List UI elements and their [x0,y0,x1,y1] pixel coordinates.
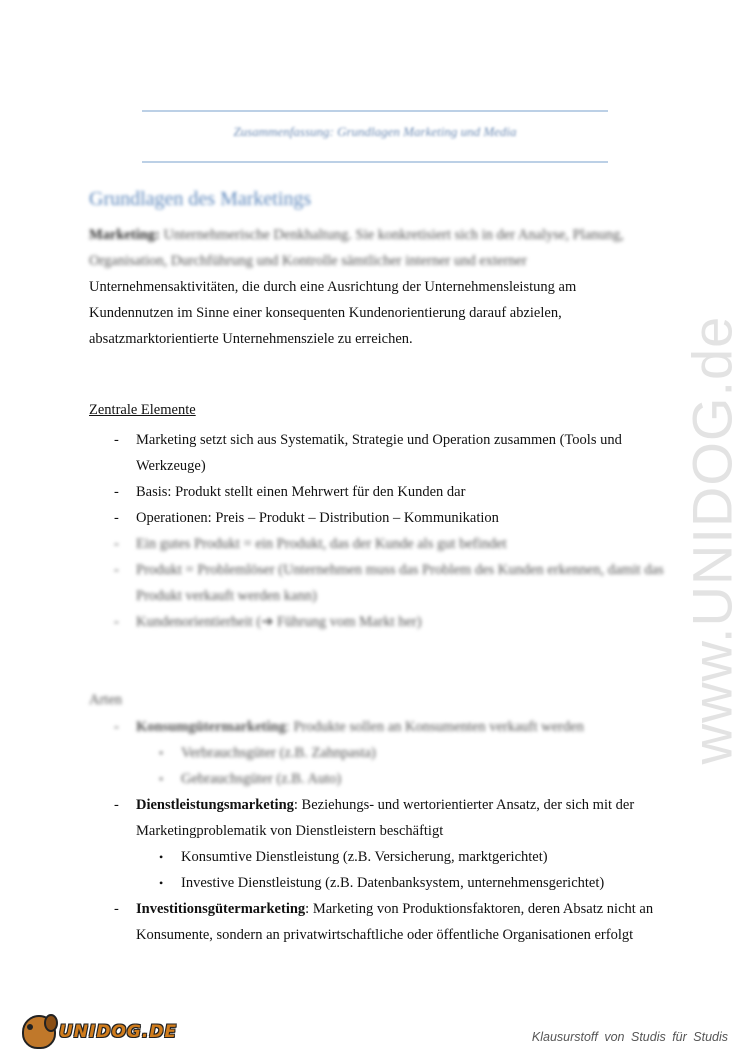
dash-marker: - [114,536,119,552]
list-item: - Operationen: Preis – Produkt – Distribution – Kommunikation [89,505,669,531]
list-item: - Basis: Produkt stellt einen Mehrwert für den Kunden dar [89,479,669,505]
definition-line-3: Unternehmensaktivitäten, die durch eine Ausrichtung der Unternehmensleistung am [89,279,577,295]
sub-list-item: • Verbrauchsgüter (z.B. Zahnpasta) [89,740,669,766]
definition-line-5: absatzmarktorientierte Unternehmensziele zu erreichen. [89,331,413,347]
arten-list [89,714,669,948]
list-item-investitionsgueter: - Investitionsgütermarketing: Marketing von Produktionsfaktoren, deren Absatz nicht an Konsumente, sondern an privatwirtschaftliche oder öffentliche Organisationen erfolgt [89,896,669,948]
footer-tagline: Klausurstoff von Studis für Studis [531,1030,728,1044]
watermark: www.UNIDOG.de [680,315,744,765]
header-rule-top [142,110,608,112]
list-item: - Marketing setzt sich aus Systematik, Strategie und Operation zusammen (Tools und Werkzeuge) [89,427,669,479]
zentrale-list [89,427,669,635]
sub-list-item: • Konsumtive Dienstleistung (z.B. Versicherung, marktgerichtet) [89,844,669,870]
dash-marker: - [114,562,119,578]
definition-line-2: Organisation, Durchführung und Kontrolle sämtlicher interner und externer [89,253,527,269]
definition-paragraph [89,222,664,352]
bullet-marker: • [159,746,164,760]
section-title: Grundlagen des Marketings [89,188,312,210]
unidog-logo[interactable] [22,1015,177,1049]
list-item-dienstleistung: - Dienstleistungsmarketing: Beziehungs- und wertorientierter Ansatz, der sich mit der Marketingproblematik von Dienstleistern beschäftigt [89,792,669,844]
bullet-marker: • [159,876,164,890]
dash-marker: - [114,719,119,735]
dash-marker: - [114,797,119,813]
definition-term: Marketing: [89,227,160,243]
definition-line-1: Marketing: Unternehmerische Denkhaltung. Sie konkretisiert sich in der Analyse, Planung, [89,227,624,243]
header-rule-bottom [142,161,608,163]
dash-marker: - [114,614,119,630]
sub-list-item: • Gebrauchsgüter (z.B. Auto) [89,766,669,792]
bullet-marker: • [159,772,164,786]
list-item: - Produkt = Problemlöser (Unternehmen muss das Problem des Kunden erkennen, damit das Produkt verkauft werden kann) [89,557,669,609]
dash-marker: - [114,432,119,448]
summary-title: Zusammenfassung: Grundlagen Marketing und Media [233,124,517,139]
sub-list-item: • Investive Dienstleistung (z.B. Datenbanksystem, unternehmensgerichtet) [89,870,669,896]
arten-heading: Arten [89,692,123,708]
dash-marker: - [114,484,119,500]
list-item-konsumgueter: - Konsumgütermarketing: Produkte sollen an Konsumenten verkauft werden [89,714,669,740]
dog-icon [22,1015,56,1049]
logo-text: UNIDOG.DE [59,1022,178,1042]
list-item: - Ein gutes Produkt = ein Produkt, das der Kunde als gut befindet [89,531,669,557]
dash-marker: - [114,901,119,917]
definition-line-4: Kundennutzen im Sinne einer konsequenten Kundenorientierung darauf abzielen, [89,305,562,321]
zentrale-heading: Zentrale Elemente [89,402,196,418]
list-item: - Kundenorientierheit (➔ Führung vom Markt her) [89,609,669,635]
bullet-marker: • [159,850,164,864]
dash-marker: - [114,510,119,526]
